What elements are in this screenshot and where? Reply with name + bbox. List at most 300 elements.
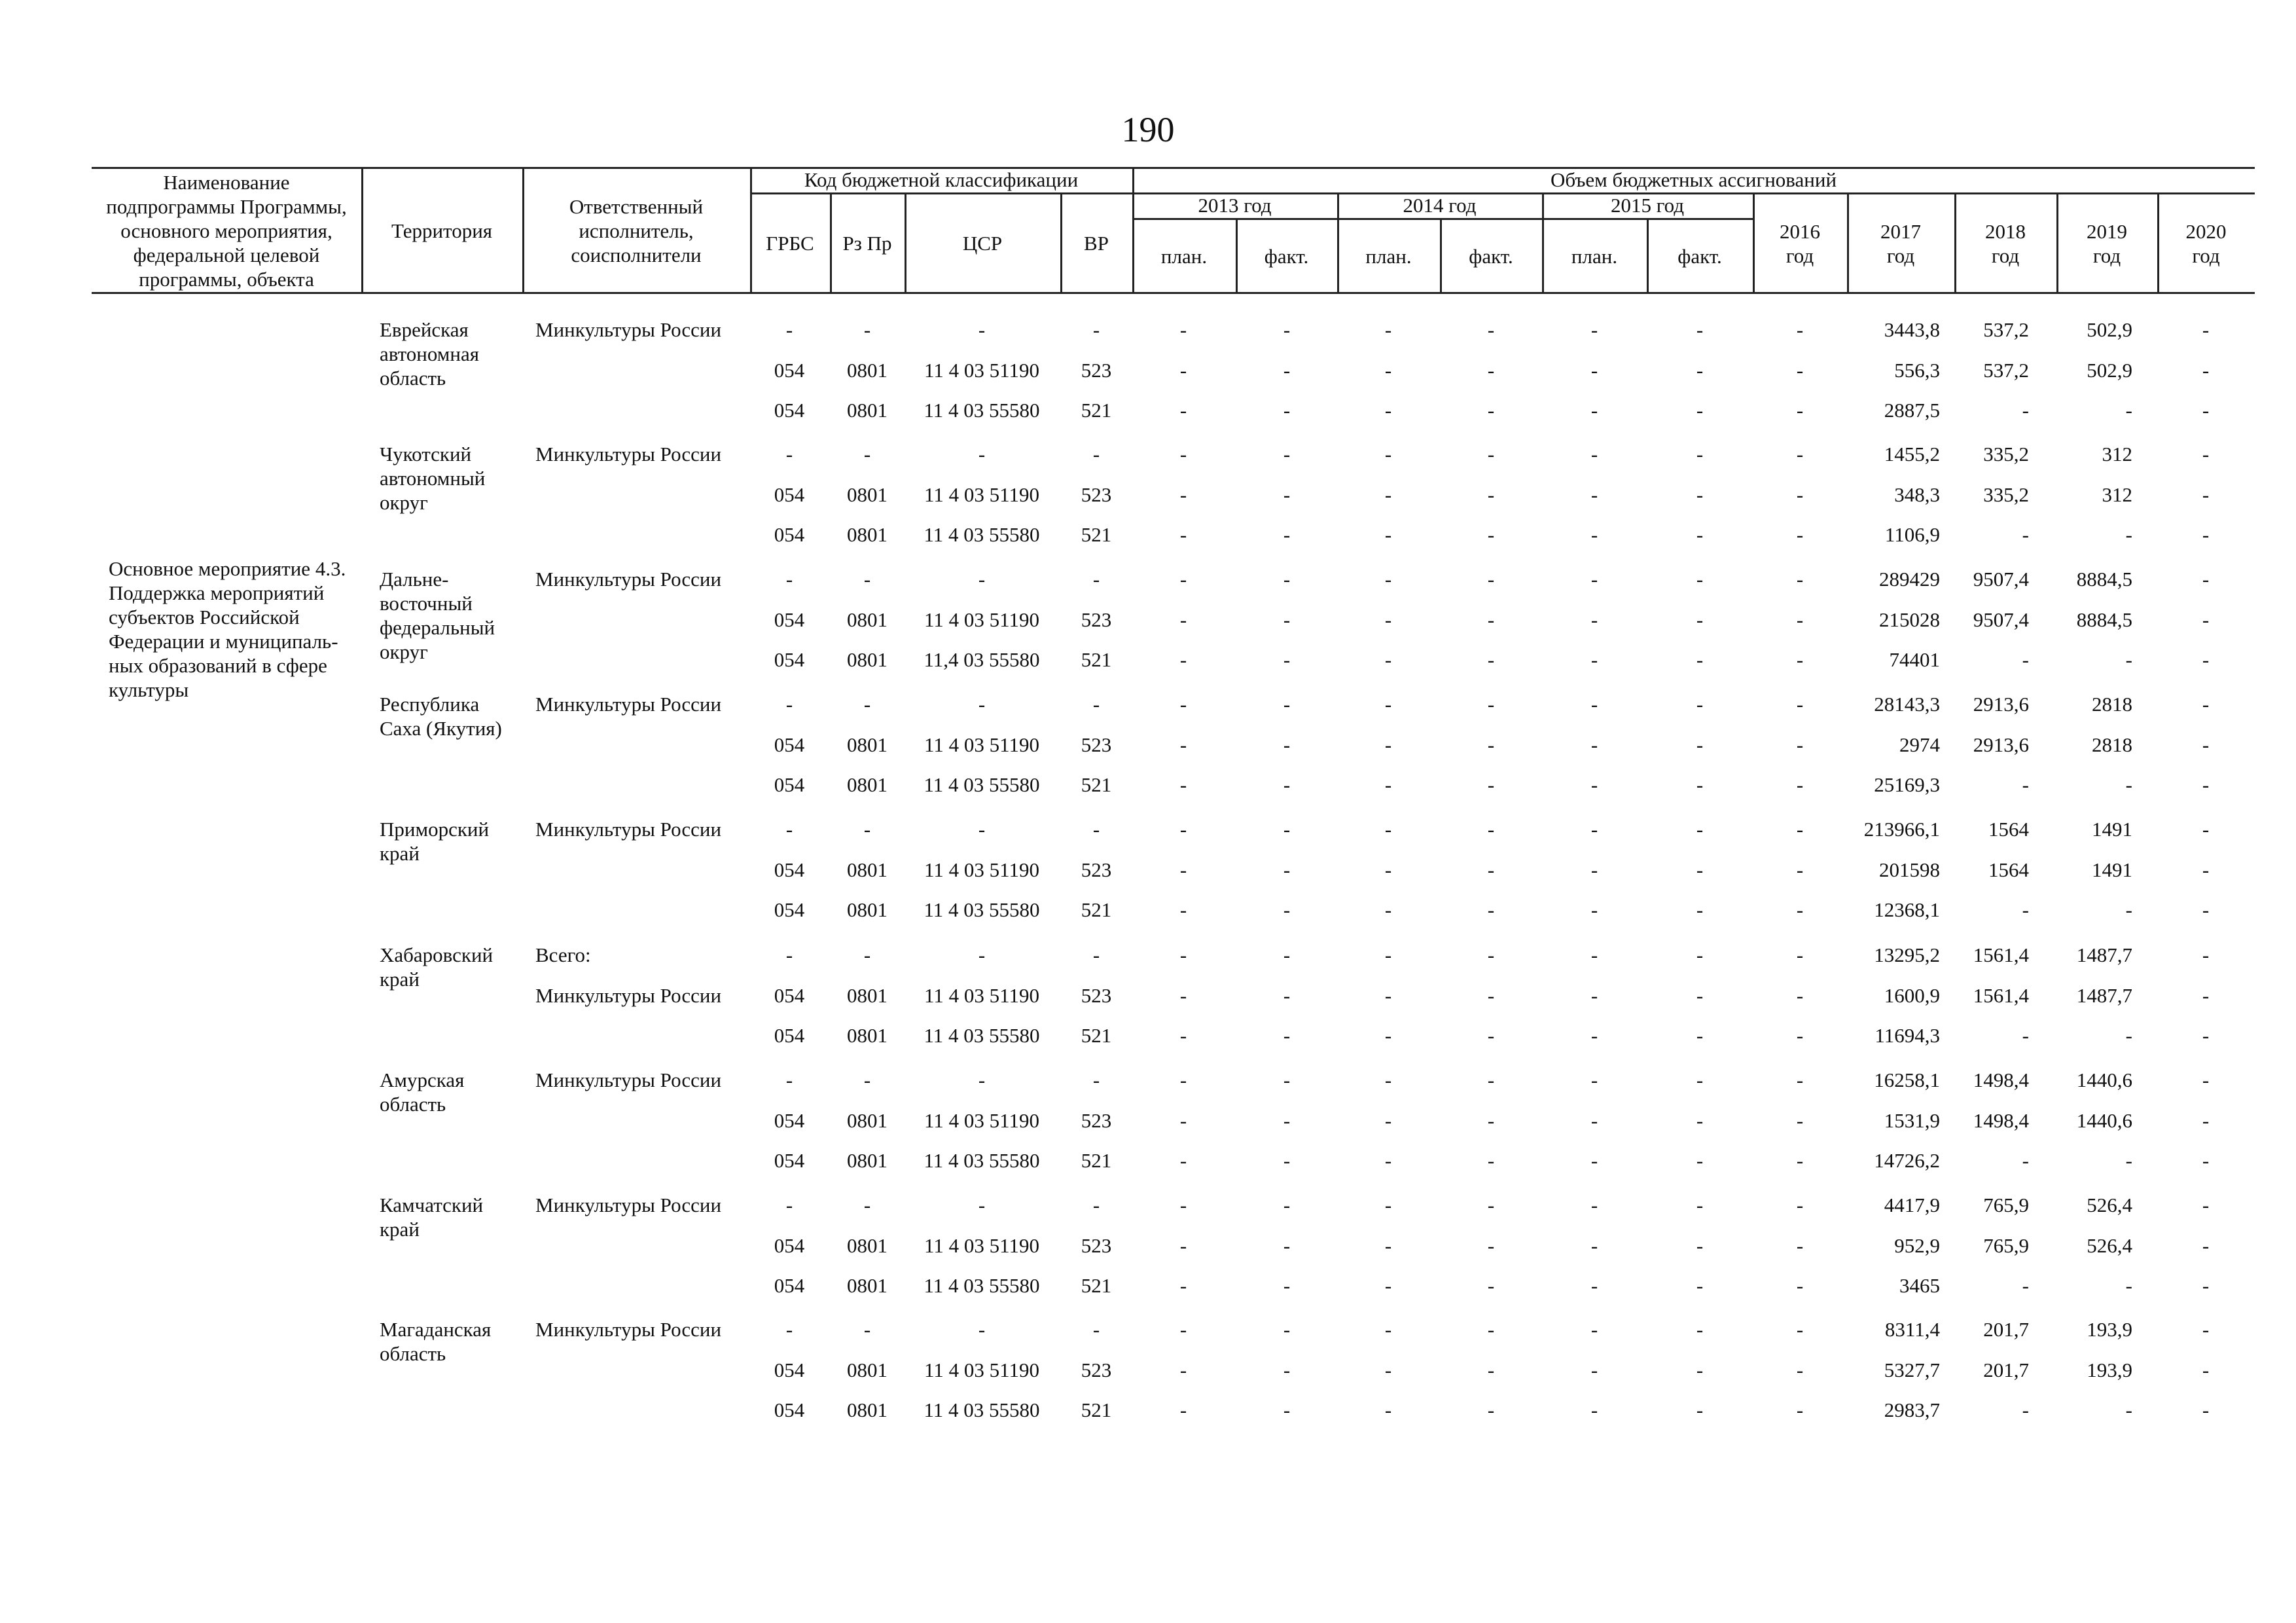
csr-cell: 11 4 03 51190 <box>924 1109 1039 1132</box>
dash-2020: - <box>2202 1398 2210 1421</box>
grbs-cell: 054 <box>774 648 805 671</box>
dash-2014-plan: - <box>1384 818 1392 841</box>
dash-2016: - <box>1796 858 1804 881</box>
value-2019: 1440,6 <box>2076 1109 2132 1132</box>
dash-2020: - <box>2202 1068 2210 1091</box>
dash-2013-fact: - <box>1283 1194 1291 1216</box>
header-volume-group: Объем бюджетных ассигнований <box>1550 168 1837 191</box>
dash-2013-plan: - <box>1179 818 1187 841</box>
dash-2014-fact: - <box>1487 858 1495 881</box>
dash-2014-fact: - <box>1487 318 1495 341</box>
vr-cell: 521 <box>1081 1398 1112 1421</box>
dash-2013-fact: - <box>1283 483 1291 506</box>
dash-2013-plan: - <box>1179 984 1187 1007</box>
dash-2015-plan: - <box>1590 1398 1598 1421</box>
value-2018: - <box>2022 399 2029 422</box>
csr-cell: - <box>978 943 986 966</box>
rzpr-cell: - <box>863 818 871 841</box>
dash-2013-plan: - <box>1179 1109 1187 1132</box>
dash-2015-plan: - <box>1590 568 1598 591</box>
value-2017: 4417,9 <box>1884 1194 1940 1216</box>
dash-2013-fact: - <box>1283 523 1291 546</box>
rzpr-cell: 0801 <box>847 898 888 921</box>
dash-2015-plan: - <box>1590 1149 1598 1172</box>
vr-cell: 523 <box>1081 359 1112 382</box>
dash-2014-plan: - <box>1384 858 1392 881</box>
dash-2020: - <box>2202 608 2210 631</box>
grbs-cell: - <box>785 1194 793 1216</box>
dash-2015-plan: - <box>1590 483 1598 506</box>
dash-2015-fact: - <box>1696 608 1704 631</box>
value-2017: 3443,8 <box>1884 318 1940 341</box>
dash-2015-plan: - <box>1590 1068 1598 1091</box>
dash-2020: - <box>2202 773 2210 796</box>
value-2019: 8884,5 <box>2076 608 2132 631</box>
grbs-cell: 054 <box>774 359 805 382</box>
dash-2014-fact: - <box>1487 818 1495 841</box>
grbs-cell: - <box>785 443 793 465</box>
dash-2013-plan: - <box>1179 773 1187 796</box>
dash-2016: - <box>1796 568 1804 591</box>
dash-2013-fact: - <box>1283 693 1291 716</box>
vr-cell: 523 <box>1081 858 1112 881</box>
csr-cell: - <box>978 443 986 465</box>
dash-2015-plan: - <box>1590 898 1598 921</box>
dash-2020: - <box>2202 1109 2210 1132</box>
territory-name: Хабаровский край <box>380 943 493 991</box>
dash-2014-plan: - <box>1384 483 1392 506</box>
value-2018: 1561,4 <box>1973 943 2029 966</box>
vr-cell: - <box>1092 1318 1100 1341</box>
value-2018: 537,2 <box>1983 318 2029 341</box>
dash-2013-plan: - <box>1179 648 1187 671</box>
dash-2013-plan: - <box>1179 693 1187 716</box>
value-2017: 556,3 <box>1894 359 1940 382</box>
value-2018: 1564 <box>1988 858 2029 881</box>
dash-2015-fact: - <box>1696 1068 1704 1091</box>
rzpr-cell: 0801 <box>847 1274 888 1297</box>
dash-2020: - <box>2202 858 2210 881</box>
csr-cell: 11 4 03 55580 <box>924 1149 1040 1172</box>
vr-cell: 523 <box>1081 1234 1112 1257</box>
grbs-cell: 054 <box>774 1274 805 1297</box>
dash-2015-plan: - <box>1590 1024 1598 1047</box>
dash-2013-fact: - <box>1283 858 1291 881</box>
territory-name: Дальне- восточный федеральный округ <box>380 568 495 663</box>
dash-2015-plan: - <box>1590 399 1598 422</box>
value-2019: - <box>2125 1149 2132 1172</box>
rzpr-cell: - <box>863 1318 871 1341</box>
value-2019: 1491 <box>2092 858 2132 881</box>
dash-2015-fact: - <box>1696 1109 1704 1132</box>
vr-cell: - <box>1092 693 1100 716</box>
dash-2015-plan: - <box>1590 984 1598 1007</box>
vr-cell: 521 <box>1081 523 1112 546</box>
csr-cell: 11 4 03 51190 <box>924 359 1039 382</box>
dash-2020: - <box>2202 483 2210 506</box>
header-2015-plan: план. <box>1571 244 1618 268</box>
responsible-executor: Минкультуры России <box>535 318 722 341</box>
vr-cell: 521 <box>1081 773 1112 796</box>
rzpr-cell: 0801 <box>847 1149 888 1172</box>
dash-2013-plan: - <box>1179 1024 1187 1047</box>
dash-2014-fact: - <box>1487 399 1495 422</box>
value-2018: 765,9 <box>1983 1234 2029 1257</box>
dash-2016: - <box>1796 483 1804 506</box>
dash-2015-fact: - <box>1696 1318 1704 1341</box>
dash-2013-plan: - <box>1179 1068 1187 1091</box>
value-2018: - <box>2022 1024 2029 1047</box>
dash-2013-plan: - <box>1179 568 1187 591</box>
value-2019: - <box>2125 1024 2132 1047</box>
value-2017: 2983,7 <box>1884 1398 1940 1421</box>
dash-2014-fact: - <box>1487 483 1495 506</box>
dash-2013-plan: - <box>1179 898 1187 921</box>
value-2019: 526,4 <box>2087 1194 2132 1216</box>
value-2018: - <box>2022 898 2029 921</box>
dash-2013-plan: - <box>1179 943 1187 966</box>
value-2017: 5327,7 <box>1884 1359 1940 1381</box>
dash-2013-plan: - <box>1179 443 1187 465</box>
value-2019: 312 <box>2102 483 2132 506</box>
grbs-cell: 054 <box>774 898 805 921</box>
dash-2015-fact: - <box>1696 898 1704 921</box>
dash-2014-plan: - <box>1384 568 1392 591</box>
value-2019: 312 <box>2102 443 2132 465</box>
vr-cell: - <box>1092 1194 1100 1216</box>
csr-cell: 11 4 03 51190 <box>924 1359 1039 1381</box>
territory-name: Магаданская область <box>380 1318 492 1365</box>
dash-2015-plan: - <box>1590 1274 1598 1297</box>
dash-2014-fact: - <box>1487 1318 1495 1341</box>
dash-2016: - <box>1796 1109 1804 1132</box>
dash-2015-fact: - <box>1696 399 1704 422</box>
header-year-2019: 2019 год <box>2087 219 2127 267</box>
dash-2020: - <box>2202 1274 2210 1297</box>
rzpr-cell: - <box>863 693 871 716</box>
dash-2013-fact: - <box>1283 773 1291 796</box>
grbs-cell: 054 <box>774 1359 805 1381</box>
csr-cell: - <box>978 1318 986 1341</box>
value-2018: 537,2 <box>1983 359 2029 382</box>
dash-2013-plan: - <box>1179 1149 1187 1172</box>
value-2018: 335,2 <box>1983 483 2029 506</box>
dash-2015-plan: - <box>1590 693 1598 716</box>
dash-2013-plan: - <box>1179 399 1187 422</box>
dash-2020: - <box>2202 1318 2210 1341</box>
value-2018: - <box>2022 1274 2029 1297</box>
dash-2014-plan: - <box>1384 608 1392 631</box>
csr-cell: - <box>978 1194 986 1216</box>
dash-2013-plan: - <box>1179 318 1187 341</box>
dash-2013-fact: - <box>1283 1068 1291 1091</box>
dash-2014-plan: - <box>1384 1318 1392 1341</box>
dash-2015-plan: - <box>1590 318 1598 341</box>
dash-2014-fact: - <box>1487 898 1495 921</box>
rzpr-cell: 0801 <box>847 608 888 631</box>
dash-2014-fact: - <box>1487 648 1495 671</box>
value-2019: 1491 <box>2092 818 2132 841</box>
dash-2013-fact: - <box>1283 1234 1291 1257</box>
dash-2015-fact: - <box>1696 943 1704 966</box>
dash-2013-fact: - <box>1283 568 1291 591</box>
value-2017: 16258,1 <box>1874 1068 1940 1091</box>
dash-2016: - <box>1796 1274 1804 1297</box>
dash-2014-fact: - <box>1487 1398 1495 1421</box>
dash-2015-plan: - <box>1590 1359 1598 1381</box>
header-2014-plan: план. <box>1365 244 1412 268</box>
territory-name: Камчатский край <box>380 1194 484 1241</box>
dash-2015-plan: - <box>1590 1318 1598 1341</box>
dash-2016: - <box>1796 523 1804 546</box>
dash-2014-plan: - <box>1384 1109 1392 1132</box>
vr-cell: 521 <box>1081 1024 1112 1047</box>
value-2018: 1564 <box>1988 818 2029 841</box>
dash-2016: - <box>1796 1234 1804 1257</box>
rzpr-cell: 0801 <box>847 1109 888 1132</box>
dash-2015-plan: - <box>1590 773 1598 796</box>
dash-2013-fact: - <box>1283 984 1291 1007</box>
header-year-2013: 2013 год <box>1198 194 1272 217</box>
value-2018: 765,9 <box>1983 1194 2029 1216</box>
dash-2015-plan: - <box>1590 608 1598 631</box>
value-2017: 213966,1 <box>1863 818 1940 841</box>
territory-name: Амурская область <box>380 1068 465 1116</box>
table-body <box>0 301 2296 1480</box>
dash-2015-fact: - <box>1696 858 1704 881</box>
dash-2014-fact: - <box>1487 1109 1495 1132</box>
dash-2013-fact: - <box>1283 898 1291 921</box>
value-2017: 289429 <box>1879 568 1940 591</box>
dash-2013-fact: - <box>1283 1024 1291 1047</box>
dash-2014-fact: - <box>1487 1024 1495 1047</box>
value-2017: 14726,2 <box>1874 1149 1940 1172</box>
dash-2015-fact: - <box>1696 443 1704 465</box>
responsible-executor: Минкультуры России <box>535 1194 722 1216</box>
dash-2013-plan: - <box>1179 1234 1187 1257</box>
grbs-cell: - <box>785 818 793 841</box>
csr-cell: - <box>978 1068 986 1091</box>
territory-name: Республика Саха (Якутия) <box>380 693 502 740</box>
dash-2013-fact: - <box>1283 399 1291 422</box>
dash-2013-fact: - <box>1283 1274 1291 1297</box>
csr-cell: - <box>978 318 986 341</box>
vr-cell: 523 <box>1081 984 1112 1007</box>
dash-2016: - <box>1796 1398 1804 1421</box>
value-2017: 201598 <box>1879 858 1940 881</box>
dash-2013-plan: - <box>1179 1194 1187 1216</box>
dash-2020: - <box>2202 1234 2210 1257</box>
header-year-2017: 2017 год <box>1880 219 1921 267</box>
dash-2016: - <box>1796 1194 1804 1216</box>
value-2019: 502,9 <box>2087 318 2132 341</box>
value-2019: 1440,6 <box>2076 1068 2132 1091</box>
dash-2014-plan: - <box>1384 943 1392 966</box>
value-2018: 9507,4 <box>1973 568 2029 591</box>
csr-cell: 11 4 03 51190 <box>924 858 1039 881</box>
header-budget-code-group: Код бюджетной классификации <box>804 168 1079 191</box>
dash-2014-plan: - <box>1384 1398 1392 1421</box>
dash-2016: - <box>1796 1149 1804 1172</box>
header-vr: ВР <box>1084 232 1109 255</box>
value-2018: 9507,4 <box>1973 608 2029 631</box>
csr-cell: 11,4 03 55580 <box>924 648 1040 671</box>
value-2018: 1498,4 <box>1973 1109 2029 1132</box>
value-2018: 1561,4 <box>1973 984 2029 1007</box>
dash-2016: - <box>1796 318 1804 341</box>
dash-2015-plan: - <box>1590 1234 1598 1257</box>
dash-2015-plan: - <box>1590 858 1598 881</box>
value-2017: 25169,3 <box>1874 773 1940 796</box>
dash-2015-fact: - <box>1696 318 1704 341</box>
value-2019: - <box>2125 648 2132 671</box>
dash-2013-fact: - <box>1283 818 1291 841</box>
csr-cell: 11 4 03 51190 <box>924 608 1039 631</box>
dash-2014-fact: - <box>1487 1359 1495 1381</box>
dash-2016: - <box>1796 648 1804 671</box>
value-2017: 2974 <box>1899 733 1940 756</box>
value-2018: - <box>2022 523 2029 546</box>
value-2017: 1600,9 <box>1884 984 1940 1007</box>
grbs-cell: 054 <box>774 1024 805 1047</box>
dash-2014-plan: - <box>1384 898 1392 921</box>
dash-2014-plan: - <box>1384 773 1392 796</box>
grbs-cell: - <box>785 318 793 341</box>
rzpr-cell: - <box>863 568 871 591</box>
dash-2014-plan: - <box>1384 318 1392 341</box>
dash-2014-plan: - <box>1384 1234 1392 1257</box>
dash-2015-fact: - <box>1696 523 1704 546</box>
grbs-cell: - <box>785 568 793 591</box>
dash-2014-fact: - <box>1487 1068 1495 1091</box>
value-2017: 1531,9 <box>1884 1109 1940 1132</box>
dash-2013-fact: - <box>1283 1149 1291 1172</box>
value-2017: 348,3 <box>1894 483 1940 506</box>
page-number: 190 <box>1121 110 1175 149</box>
value-2018: 2913,6 <box>1973 733 2029 756</box>
value-2017: 8311,4 <box>1884 1318 1940 1341</box>
dash-2020: - <box>2202 443 2210 465</box>
responsible-executor: Минкультуры России <box>535 1318 722 1341</box>
rzpr-cell: 0801 <box>847 1024 888 1047</box>
csr-cell: 11 4 03 55580 <box>924 399 1040 422</box>
territory-name: Еврейская автономная область <box>380 318 479 390</box>
dash-2015-fact: - <box>1696 733 1704 756</box>
dash-2013-plan: - <box>1179 483 1187 506</box>
responsible-executor: Минкультуры России <box>535 693 722 716</box>
dash-2015-fact: - <box>1696 984 1704 1007</box>
grbs-cell: 054 <box>774 1234 805 1257</box>
dash-2020: - <box>2202 943 2210 966</box>
rzpr-cell: 0801 <box>847 1234 888 1257</box>
dash-2015-fact: - <box>1696 1398 1704 1421</box>
vr-cell: - <box>1092 1068 1100 1091</box>
value-2018: - <box>2022 1398 2029 1421</box>
value-2018: 201,7 <box>1983 1359 2029 1381</box>
rzpr-cell: 0801 <box>847 523 888 546</box>
dash-2016: - <box>1796 943 1804 966</box>
dash-2020: - <box>2202 693 2210 716</box>
header-year-2015: 2015 год <box>1610 194 1685 217</box>
grbs-cell: 054 <box>774 984 805 1007</box>
csr-cell: 11 4 03 51190 <box>924 1234 1039 1257</box>
rzpr-cell: 0801 <box>847 483 888 506</box>
rzpr-cell: 0801 <box>847 1359 888 1381</box>
dash-2014-fact: - <box>1487 984 1495 1007</box>
vr-cell: - <box>1092 943 1100 966</box>
dash-2014-plan: - <box>1384 733 1392 756</box>
vr-cell: - <box>1092 568 1100 591</box>
value-2019: 193,9 <box>2087 1359 2132 1381</box>
header-name-column: Наименование подпрограммы Программы, основного мероприятия, федеральной целевой программы, объекта <box>106 170 347 291</box>
value-2019: 1487,7 <box>2076 984 2132 1007</box>
vr-cell: - <box>1092 818 1100 841</box>
rzpr-cell: 0801 <box>847 399 888 422</box>
dash-2013-plan: - <box>1179 733 1187 756</box>
vr-cell: 523 <box>1081 1359 1112 1381</box>
responsible-executor: Минкультуры России <box>535 1068 722 1091</box>
dash-2015-fact: - <box>1696 648 1704 671</box>
dash-2015-fact: - <box>1696 359 1704 382</box>
csr-cell: 11 4 03 51190 <box>924 984 1039 1007</box>
dash-2014-fact: - <box>1487 1194 1495 1216</box>
rzpr-cell: 0801 <box>847 984 888 1007</box>
vr-cell: 521 <box>1081 1274 1112 1297</box>
value-2019: 1487,7 <box>2076 943 2132 966</box>
dash-2015-plan: - <box>1590 818 1598 841</box>
csr-cell: 11 4 03 55580 <box>924 898 1040 921</box>
grbs-cell: - <box>785 693 793 716</box>
dash-2020: - <box>2202 523 2210 546</box>
dash-2013-fact: - <box>1283 648 1291 671</box>
dash-2016: - <box>1796 693 1804 716</box>
dash-2013-plan: - <box>1179 1398 1187 1421</box>
dash-2015-fact: - <box>1696 818 1704 841</box>
value-2019: 526,4 <box>2087 1234 2132 1257</box>
dash-2020: - <box>2202 1024 2210 1047</box>
dash-2013-fact: - <box>1283 359 1291 382</box>
dash-2013-fact: - <box>1283 443 1291 465</box>
dash-2015-fact: - <box>1696 483 1704 506</box>
vr-cell: - <box>1092 318 1100 341</box>
grbs-cell: 054 <box>774 1149 805 1172</box>
vr-cell: 523 <box>1081 608 1112 631</box>
csr-cell: - <box>978 818 986 841</box>
dash-2013-plan: - <box>1179 523 1187 546</box>
responsible-executor: Минкультуры России <box>535 568 722 591</box>
grbs-cell: 054 <box>774 523 805 546</box>
header-responsible: Ответственный исполнитель, соисполнители <box>569 194 704 266</box>
responsible-executor: Минкультуры России <box>535 818 722 841</box>
value-2018: 1498,4 <box>1973 1068 2029 1091</box>
dash-2014-plan: - <box>1384 359 1392 382</box>
rzpr-cell: 0801 <box>847 773 888 796</box>
csr-cell: 11 4 03 55580 <box>924 773 1040 796</box>
dash-2014-plan: - <box>1384 1024 1392 1047</box>
value-2018: - <box>2022 1149 2029 1172</box>
vr-cell: - <box>1092 443 1100 465</box>
value-2017: 13295,2 <box>1874 943 1940 966</box>
dash-2016: - <box>1796 984 1804 1007</box>
vr-cell: 521 <box>1081 1149 1112 1172</box>
dash-2013-plan: - <box>1179 1274 1187 1297</box>
dash-2016: - <box>1796 733 1804 756</box>
value-2018: - <box>2022 773 2029 796</box>
grbs-cell: 054 <box>774 483 805 506</box>
dash-2015-plan: - <box>1590 1194 1598 1216</box>
grbs-cell: 054 <box>774 858 805 881</box>
header-year-2016: 2016 год <box>1780 219 1820 267</box>
